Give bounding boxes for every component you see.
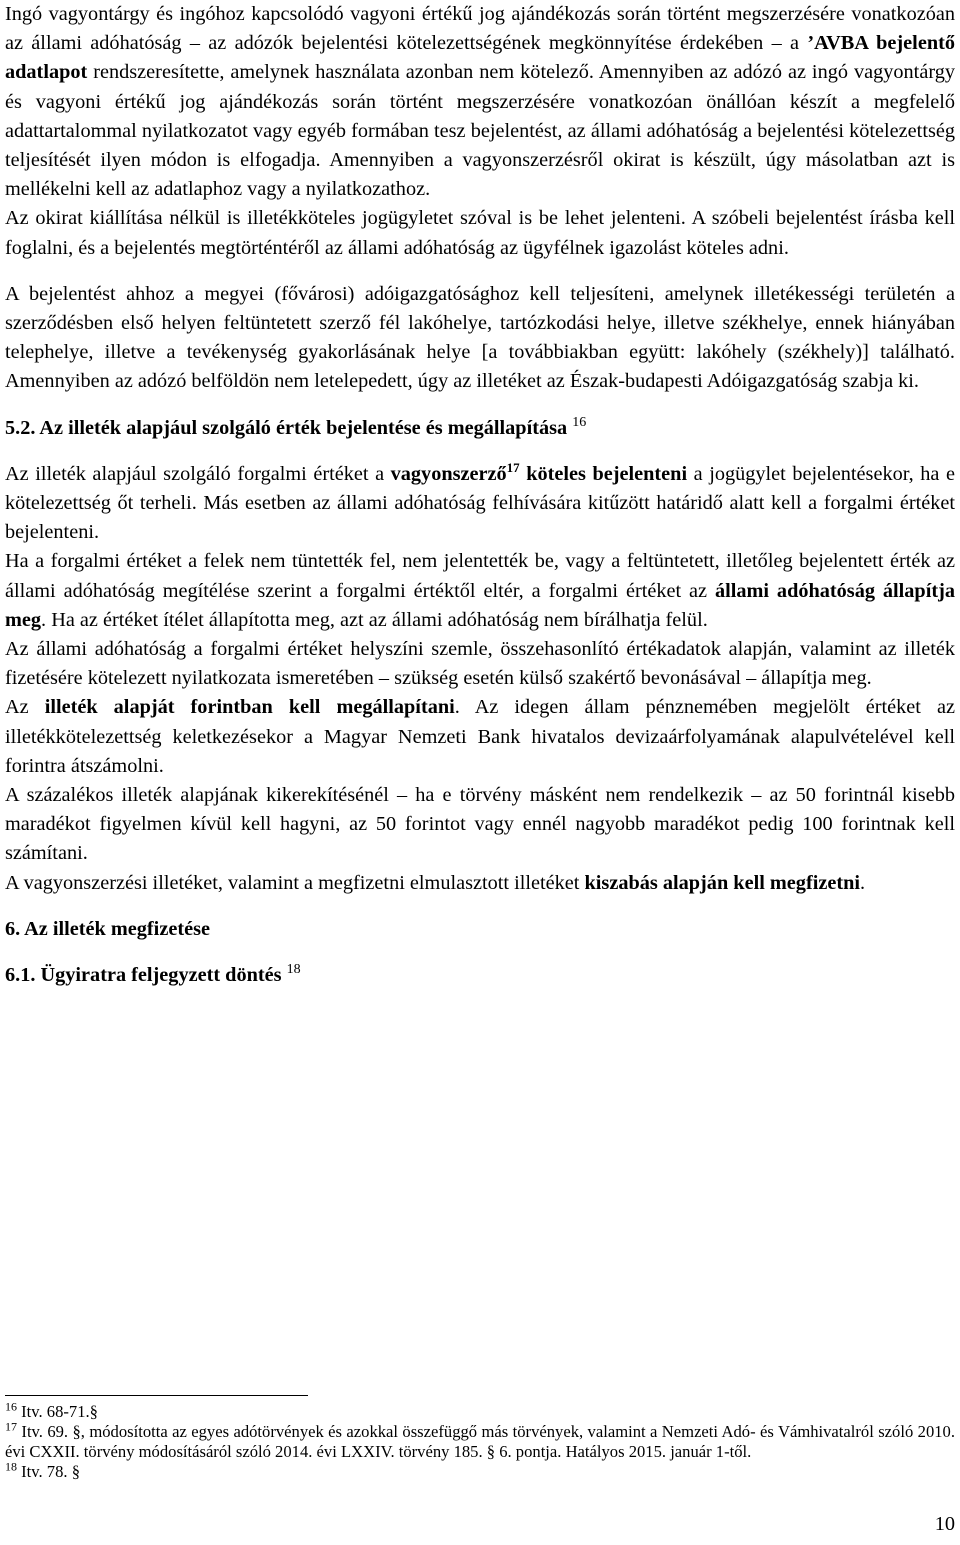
text-run: Az illeték alapjául szolgáló forgalmi értéket a (5, 462, 391, 485)
paragraph-oral-report: Az okirat kiállítása nélkül is illetékköteles jogügyletet szóval is be lehet jelenteni. A szóbeli bejelentést írásba kell foglalni, és a bejelentés megtörténtéről az állami adóhatóság az ügyfélnek igazolást köteles adni. (5, 207, 955, 259)
spacer (5, 944, 955, 961)
paragraph-forint-basis (5, 693, 955, 781)
text-run: . (860, 871, 866, 894)
bold-run: kiszabás alapján kell megfizetni (584, 871, 861, 894)
spacer (5, 397, 955, 414)
paragraph-assessment (5, 869, 955, 898)
text-run: rendszeresítette, amelynek használata azonban nem kötelező. Amennyiben az adózó az ingó vagyontárgy és vagyoni értékű jog ajándékozás során történt megszerzésére vonatkozóan önállóan készít a megfelelő adattartalommal nyilatkozatot vagy egyéb formában tesz bejelentést, az állami adóhatóság a bejelentési kötelezettség teljesítését ilyen módon is elfogadja. Amennyiben a vagyonszerzésről okirat is készült, úgy másolatban azt is mellékelni kell az adatlaphoz vagy a nyilatkozathoz. (5, 61, 955, 201)
footnote-number: 17 (5, 1419, 17, 1434)
footnote-number: 16 (5, 1399, 17, 1414)
heading-text: 6.1. Ügyiratra feljegyzett döntés (5, 964, 282, 987)
text-run: . Az idegen állam pénznemében megjelölt értéket az illetékkötelezettség keletkezésekor a Magyar Nemzeti Bank hivatalos devizaárfolyamának alapulvételével kell forintra átszámolni. (5, 696, 955, 777)
text-run: Az (5, 696, 45, 719)
footnote-16 (5, 1399, 955, 1422)
footnotes (5, 1399, 955, 1482)
bold-run: állami adóhatóság állapítja meg (5, 579, 955, 631)
footnote-separator (5, 1395, 308, 1396)
footnote-ref: 18 (286, 962, 301, 978)
paragraph-competent-office: A bejelentést ahhoz a megyei (fővárosi) adóigazgatósághoz kell teljesíteni, amelynek illetékességi területén a szerződésben első helyen feltüntetett szerző fél lakóhelye, tartózkodási helye, illetve székhelye, ennek hiányában telephelye, illetve a tevékenység gyakorlásának helye [a továbbiakban együtt: lakóhely (székhely)] található. Amennyiben az adózó belföldön nem letelepedett, úgy az illetéket az Észak-budapesti Adóigazgatóság szabja ki. (5, 282, 955, 393)
paragraph-market-value-report (5, 460, 955, 548)
document-page (5, 0, 955, 1535)
section-heading-5-2 (5, 414, 955, 443)
footnote-text: Itv. 69. §, módosította az egyes adótörvények és azokkal összefüggő más törvények, valamint a Nemzeti Adó- és Vámhivatalról szóló 2010. évi CXXII. törvény módosításáról szóló 2014. évi LXXIV. törvény 185. § 6. pontja. Hatályos 2015. január 1-től. (5, 1422, 955, 1461)
text-run: a jogügylet bejelentésekor, ha e kötelezettség őt terheli. Más esetben az állami adóhatóság felhívására kitűzött határidő alatt kell a forgalmi értéket bejelenteni. (5, 462, 955, 544)
text-run: Ha a forgalmi értéket a felek nem tüntették fel, nem jelentették be, vagy a feltüntetett, illetőleg bejelentett érték az állami adóhatóság megítélése szerint a forgalmi értéktől eltér, a forgalmi értéket az (5, 550, 955, 602)
footnote-ref: 16 (572, 414, 587, 430)
heading-text: 5.2. Az illeték alapjául szolgáló érték bejelentése és megállapítása (5, 416, 568, 439)
spacer (5, 263, 955, 280)
bold-run: köteles bejelenteni (519, 462, 688, 485)
bold-run: illeték alapját forintban kell megállapítani (44, 696, 455, 719)
text-run: . Ha az értéket ítélet állapította meg, azt az állami adóhatóság nem bírálhatja felül. (41, 608, 708, 631)
spacer (5, 898, 955, 915)
text-run: A vagyonszerzési illetéket, valamint a megfizetni elmulasztott illetéket (5, 871, 585, 894)
footnote-text: Itv. 78. § (21, 1462, 80, 1481)
page-number: 10 (934, 1513, 955, 1535)
footnote-ref: 17 (506, 460, 520, 476)
spacer (5, 443, 955, 460)
paragraph-avba (5, 0, 955, 204)
footnote-17 (5, 1419, 955, 1462)
paragraph-rounding: A százalékos illeték alapjának kikerekítésénél – ha e törvény másként nem rendelkezik – az 50 forintnál kisebb maradékot figyelmen kívül kell hagyni, az 50 forintot vagy ennél nagyobb maradékot pedig 100 forintnak kell számítani. (5, 784, 955, 865)
footnote-text: Itv. 68-71.§ (21, 1402, 98, 1421)
footnote-18 (5, 1459, 955, 1482)
text-run: Ingó vagyontárgy és ingóhoz kapcsolódó vagyoni értékű jog ajándékozás során történt megszerzésére vonatkozóan az állami adóhatóság – az adózók bejelentési kötelezettségének megkönnyítése érdekében – a (5, 3, 955, 55)
section-heading-6-1 (5, 961, 955, 990)
section-heading-6: 6. Az illeték megfizetése (5, 917, 210, 940)
footnote-number: 18 (5, 1459, 17, 1474)
bold-run: vagyonszerző (390, 462, 507, 485)
paragraph-site-inspection: Az állami adóhatóság a forgalmi értéket helyszíni szemle, összehasonlító értékadatok alapján, valamint az illeték fizetésére kötelezett nyilatkozata ismeretében – szükség esetén külső szakértő bevonásával – állapítja meg. (5, 638, 955, 690)
paragraph-authority-determines (5, 547, 955, 635)
avba-form-name: ’AVBA bejelentő adatlapot (5, 32, 955, 84)
